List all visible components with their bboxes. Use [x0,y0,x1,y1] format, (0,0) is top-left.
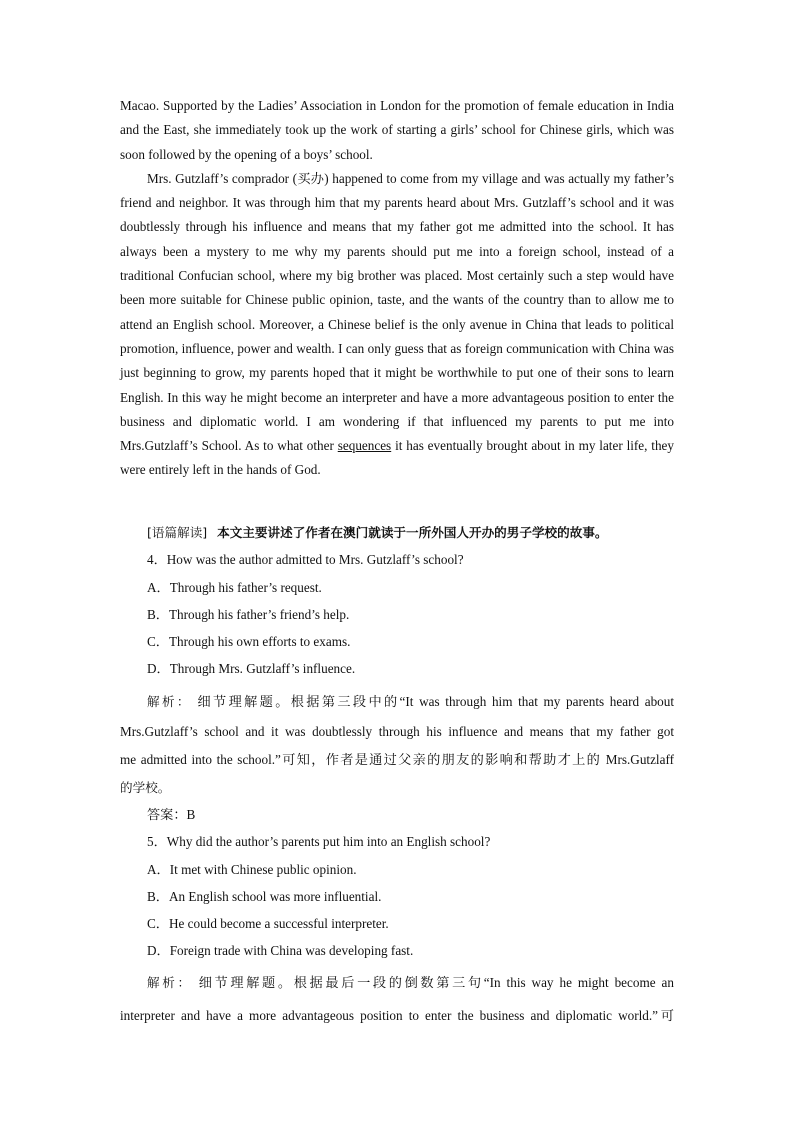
overview-label: [语篇解读] [147,525,208,540]
question-4: 4．How was the author admitted to Mrs. Gutzlaff’s school? [147,552,464,567]
passage [120,94,674,483]
q4-option-a: A．Through his father’s request. [147,580,322,595]
q4-answer: 答案：B [147,807,196,822]
q5-option-d: D．Foreign trade with China was developing fast. [147,943,414,958]
passage-overview [147,523,674,543]
q5-option-c: C．He could become a successful interpreter. [147,916,389,931]
q4-option-b: B．Through his father’s friend’s help. [147,607,350,622]
q4-option-c: C．Through his own efforts to exams. [147,634,351,649]
passage-paragraph-2-text-b: it has eventually brought about in my later life, they were entirely left in the hands of God. [120,438,675,478]
q5-analysis-label: 解析： [147,975,193,990]
q4-option-d: D．Through Mrs. Gutzlaff’s influence. [147,661,356,676]
q4-analysis-label: 解析： [147,694,192,709]
q4-analysis-line-1 [147,692,674,712]
q4-analysis-line-2: Mrs.Gutzlaff’s school and it was doubtlessly through his influence and means that my father got [120,724,674,739]
q4-analysis-line-3: me admitted into the school.”可知，作者是通过父亲的朋友的影响和帮助才上的 Mrs.Gutzlaff [120,752,674,767]
q4-analysis-text-1: 细节理解题。根据第三段中的“It was through him that my parents heard about [197,694,675,709]
q5-option-b: B．An English school was more influential. [147,889,382,904]
q5-analysis-text-1: 细节理解题。根据最后一段的倒数第三句“In this way he might become an [198,975,674,990]
passage-paragraph-1: Macao. Supported by the Ladies’ Association in London for the promotion of female education in India and the East, she immediately took up the work of starting a girls’ school for Chinese girls, which was soon followed by the opening of a boys’ school. [120,98,674,162]
underlined-word: sequences [337,438,392,454]
q5-analysis-line-2: interpreter and have a more advantageous position to enter the business and diplomatic world.”可 [120,1008,674,1023]
q4-analysis-line-4: 的学校。 [120,780,171,795]
q5-analysis-line-1 [147,973,674,993]
passage-paragraph-2 [120,167,674,483]
question-5: 5．Why did the author’s parents put him into an English school? [147,834,491,849]
passage-paragraph-2-text-a: Mrs. Gutzlaff’s comprador (买办) happened to come from my village and was actually my father’s friend and neighbor. It was through him that my parents heard about Mrs. Gutzlaff’s school and it was doubtlessly through his influence and means that my father got me admitted into the school. It has always been a mystery to me why my parents should put me into a foreign school, instead of a traditional Confucian school, where my big brother was placed. Most certainly such a step would have been more suitable for Chinese public opinion, taste, and the wants of the country than to allow me to attend an English school. Moreover, a Chinese belief is the only avenue in China that leads to political promotion, influence, power and wealth. I can only guess that as foreign communication with China was just beginning to grow, my parents hoped that it might be worthwhile to put one of their sons to learn English. In this way he might become an interpreter and have a more advantageous position to enter the business and diplomatic world. I am wondering if that influenced my parents to put me into Mrs.Gutzlaff’s School. As to what other [120,170,674,454]
q5-option-a: A．It met with Chinese public opinion. [147,862,357,877]
overview-text: 本文主要讲述了作者在澳门就读于一所外国人开办的男子学校的故事。 [217,525,608,540]
